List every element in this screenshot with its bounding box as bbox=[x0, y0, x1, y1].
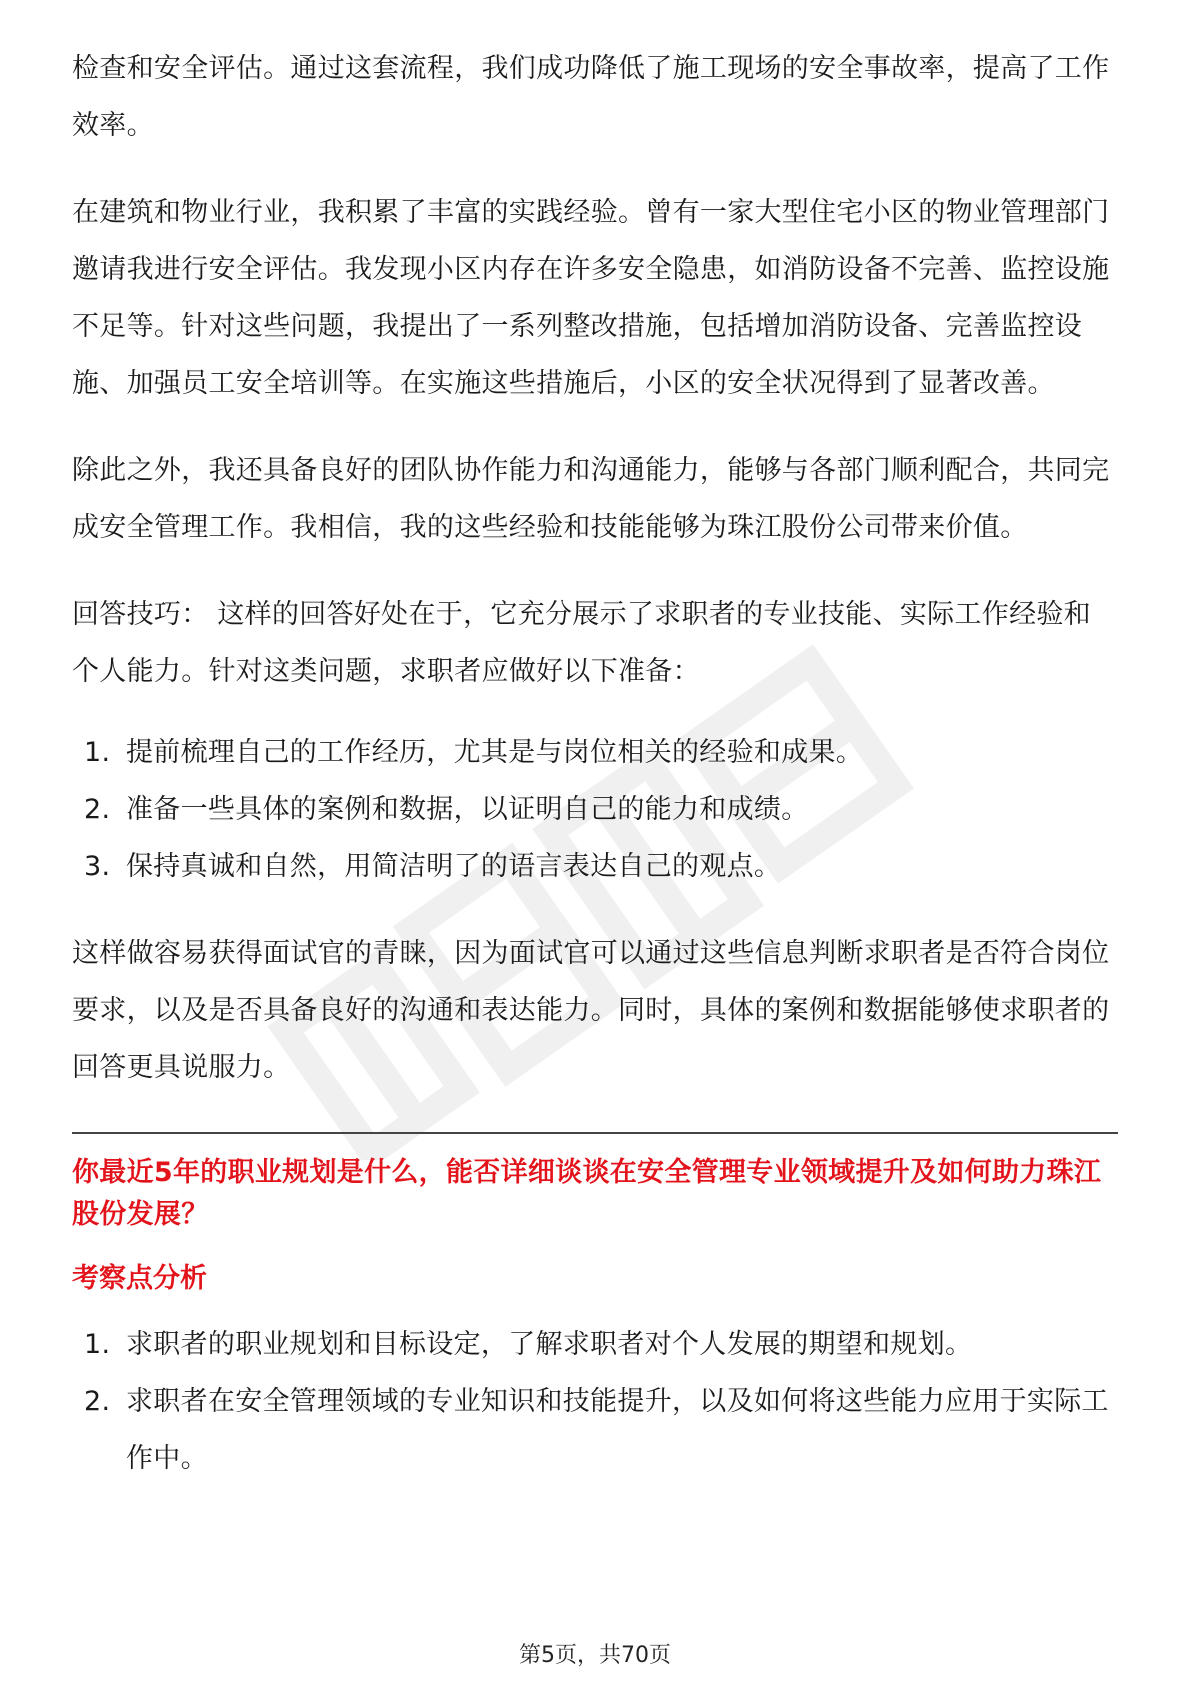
list-item bbox=[72, 1316, 1118, 1373]
list-item-number: 2. bbox=[84, 1386, 111, 1417]
paragraph-conclusion: 这样做容易获得面试官的青睐，因为面试官可以通过这些信息判断求职者是否符合岗位要求，以及是否具备良好的沟通和表达能力。同时，具体的案例和数据能够使求职者的回答更具说服力。 bbox=[72, 938, 1110, 1083]
list-item bbox=[72, 781, 1118, 838]
list-item bbox=[72, 1373, 1118, 1487]
interview-question: 你最近5年的职业规划是什么，能否详细谈谈在安全管理专业领域提升及如何助力珠江股份发展？ bbox=[72, 1157, 1102, 1230]
list-item-number: 3. bbox=[84, 851, 111, 882]
list-item-text: 保持真诚和自然，用简洁明了的语言表达自己的观点。 bbox=[126, 851, 782, 882]
list-item bbox=[72, 838, 1118, 895]
list-item-text: 准备一些具体的案例和数据，以证明自己的能力和成绩。 bbox=[126, 794, 809, 825]
document-body bbox=[72, 40, 1118, 1487]
paragraph-answer-tips: 回答技巧： 这样的回答好处在于，它充分展示了求职者的专业技能、实际工作经验和个人能力。针对这类问题，求职者应做好以下准备： bbox=[72, 599, 1091, 687]
list-item-number: 1. bbox=[84, 737, 111, 768]
list-item-number: 1. bbox=[84, 1329, 111, 1360]
list-item-text: 求职者在安全管理领域的专业知识和技能提升，以及如何将这些能力应用于实际工作中。 bbox=[126, 1386, 1109, 1474]
paragraph-property-experience: 在建筑和物业行业，我积累了丰富的实践经验。曾有一家大型住宅小区的物业管理部门邀请我进行安全评估。我发现小区内存在许多安全隐患，如消防设备不完善、监控设施不足等。针对这些问题，我提出了一系列整改措施，包括增加消防设备、完善监控设施、加强员工安全培训等。在实施这些措施后，小区的安全状况得到了显著改善。 bbox=[72, 197, 1110, 399]
analysis-heading: 考察点分析 bbox=[72, 1263, 207, 1294]
list-item-number: 2. bbox=[84, 794, 111, 825]
tips-list bbox=[72, 724, 1118, 895]
page-number-footer: 第5页，共70页 bbox=[519, 1643, 671, 1668]
list-item bbox=[72, 724, 1118, 781]
list-item-text: 提前梳理自己的工作经历，尤其是与岗位相关的经验和成果。 bbox=[126, 737, 864, 768]
paragraph-teamwork: 除此之外，我还具备良好的团队协作能力和沟通能力，能够与各部门顺利配合，共同完成安全管理工作。我相信，我的这些经验和技能能够为珠江股份公司带来价值。 bbox=[72, 455, 1110, 543]
paragraph-safety-process: 检查和安全评估。通过这套流程，我们成功降低了施工现场的安全事故率，提高了工作效率。 bbox=[72, 53, 1110, 141]
analysis-list bbox=[72, 1316, 1118, 1487]
list-item-text: 求职者的职业规划和目标设定，了解求职者对个人发展的期望和规划。 bbox=[126, 1329, 973, 1360]
section-divider bbox=[72, 1132, 1118, 1134]
